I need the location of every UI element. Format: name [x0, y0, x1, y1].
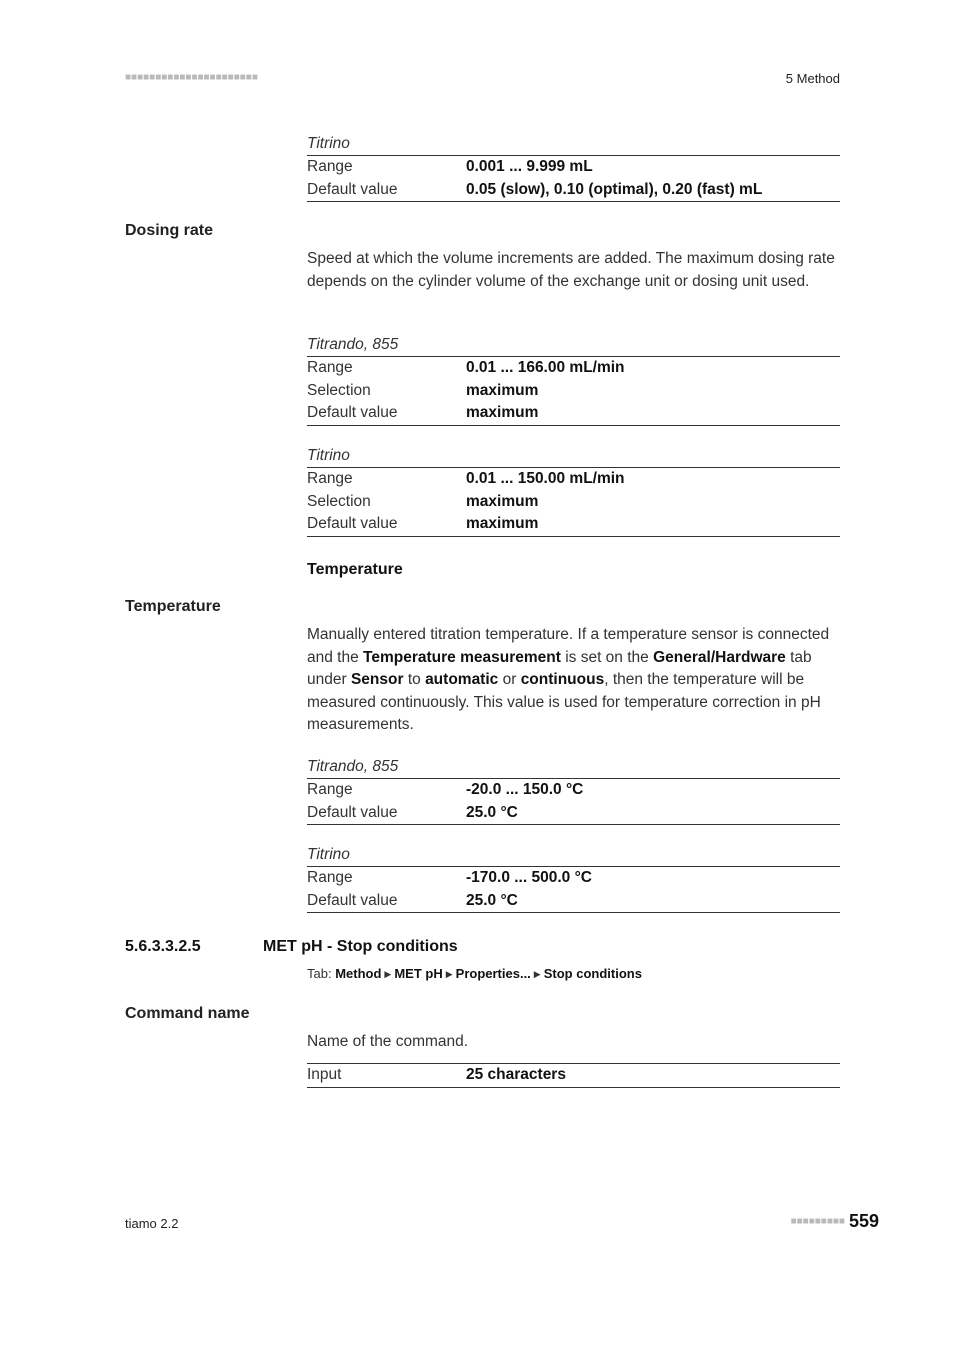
command-name-table	[307, 1063, 840, 1088]
row-key: Range	[307, 781, 353, 798]
dosing-rate-titrando-table	[307, 334, 840, 426]
table-row	[307, 380, 840, 403]
footer-page	[791, 1211, 879, 1232]
row-key: Default value	[307, 180, 398, 198]
table-row	[307, 156, 840, 179]
dosing-rate-heading: Dosing rate	[125, 222, 214, 239]
table-row	[307, 513, 840, 536]
table-row	[307, 468, 840, 491]
bold-term: continuous	[520, 671, 605, 688]
row-value: maximum	[466, 515, 539, 532]
section-number: 5.6.3.3.2.5	[125, 938, 201, 955]
text-span: Manually entered titration temperature. If a temperature sensor is connected and the	[307, 626, 830, 666]
row-key: Range	[307, 359, 353, 376]
section-title: MET pH - Stop conditions	[263, 938, 458, 955]
table-caption: Titrino	[307, 846, 350, 863]
table-row	[307, 890, 840, 913]
row-value: 0.05 (slow), 0.10 (optimal), 0.20 (fast) mL	[466, 180, 763, 198]
row-value: 0.01 ... 166.00 mL/min	[466, 359, 625, 376]
row-value: -20.0 ... 150.0 °C	[466, 781, 584, 798]
table-caption: Titrando, 855	[307, 336, 399, 353]
table-caption: Titrino	[307, 447, 350, 464]
text-span: to	[403, 671, 426, 688]
row-key: Selection	[307, 381, 371, 399]
breadcrumb-item: Method	[335, 966, 382, 981]
dosing-rate-description: Speed at which the volume increments are added. The maximum dosing rate depends on the cylinder volume of the exchange unit or dosing unit used.	[307, 250, 835, 290]
table-row	[307, 802, 840, 825]
bold-term: automatic	[425, 671, 499, 688]
footer-decoration: ■■■■■■■■■	[790, 1216, 845, 1227]
row-key: Range	[307, 470, 353, 487]
bold-term: Temperature measurement	[363, 648, 561, 666]
row-key: Range	[307, 869, 353, 886]
command-name-description: Name of the command.	[307, 1033, 469, 1050]
tab-label: Tab:	[307, 966, 332, 981]
row-value: 25.0 °C	[466, 891, 518, 909]
text-span: tab under	[307, 648, 812, 688]
dosing-rate-titrino-table	[307, 445, 840, 537]
tab-breadcrumb	[307, 966, 642, 981]
temperature-titrino-table	[307, 844, 840, 913]
triangle-right-icon: ▶	[445, 969, 453, 979]
text-span: , then the temperature will be measured continuously. This value is used for temperature correction in pH measurements.	[307, 671, 821, 733]
chapter-title: 5 Method	[785, 71, 840, 86]
row-key: Default value	[307, 515, 398, 532]
table-row	[307, 402, 840, 425]
text-span: or	[498, 671, 521, 688]
breadcrumb-item: Properties...	[455, 966, 531, 981]
row-value: maximum	[466, 381, 539, 399]
row-key: Default value	[307, 404, 398, 421]
header-decoration: ■■■■■■■■■■■■■■■■■■■■■■	[125, 72, 258, 83]
temperature-description	[307, 624, 840, 737]
triangle-right-icon: ▶	[384, 969, 392, 979]
breadcrumb-item: MET pH	[394, 966, 443, 981]
row-value: 0.01 ... 150.00 mL/min	[466, 470, 625, 487]
row-value: 25.0 °C	[466, 803, 518, 821]
footer-product: tiamo 2.2	[125, 1216, 179, 1231]
table-row	[307, 867, 840, 890]
bold-term: Sensor	[350, 671, 404, 688]
row-key: Input	[307, 1066, 342, 1083]
text-span: is set on the	[560, 648, 654, 666]
bold-term: General/Hardware	[653, 648, 786, 666]
table-row	[307, 357, 840, 380]
page-number: 559	[848, 1211, 879, 1231]
table-row	[307, 779, 840, 802]
table-row	[307, 491, 840, 514]
row-value: 0.001 ... 9.999 mL	[466, 158, 593, 175]
table-row	[307, 1064, 840, 1087]
row-value: -170.0 ... 500.0 °C	[466, 869, 592, 886]
row-value: 25 characters	[466, 1066, 566, 1083]
breadcrumb-item: Stop conditions	[543, 966, 642, 981]
row-key: Default value	[307, 891, 398, 909]
row-key: Default value	[307, 803, 398, 821]
temperature-subheading: Temperature	[307, 561, 403, 578]
table-row	[307, 179, 840, 202]
temperature-titrando-table	[307, 756, 840, 825]
command-name-heading: Command name	[125, 1005, 250, 1022]
temperature-heading: Temperature	[125, 598, 221, 615]
table-caption: Titrando, 855	[307, 758, 399, 775]
row-key: Range	[307, 158, 353, 175]
row-key: Selection	[307, 492, 371, 510]
row-value: maximum	[466, 492, 539, 510]
row-value: maximum	[466, 404, 539, 421]
table-caption: Titrino	[307, 135, 350, 152]
triangle-right-icon: ▶	[533, 969, 541, 979]
titrino-dosing-table	[307, 133, 840, 202]
